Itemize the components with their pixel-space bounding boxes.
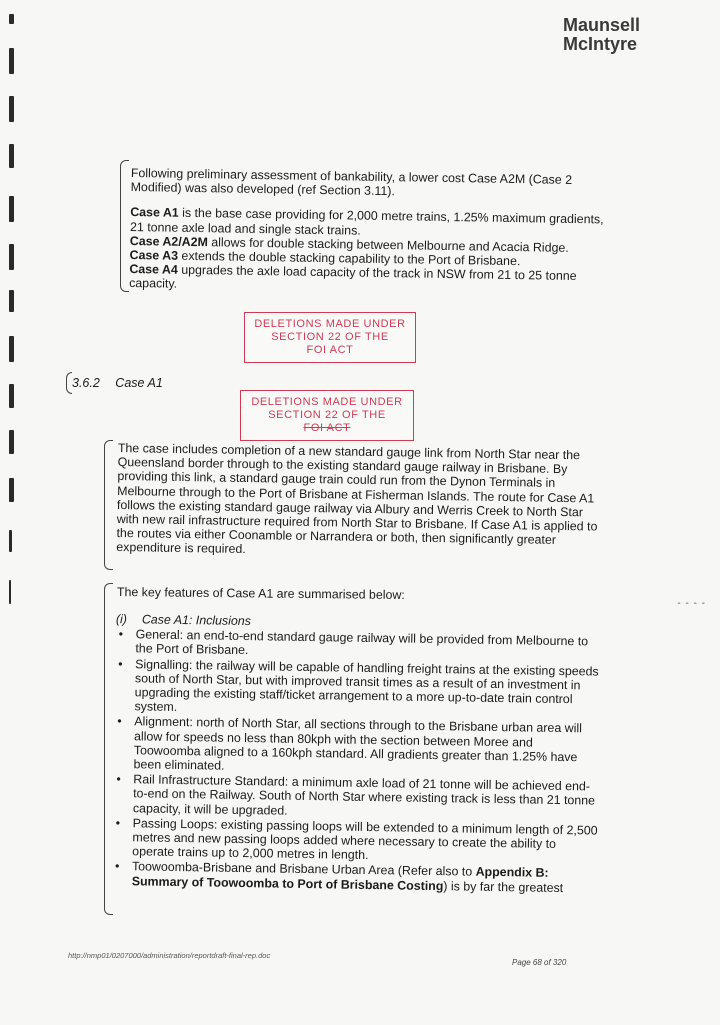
footer-file-path: http://nmp01/0207000/administration/reportdraft-final-rep.doc: [68, 951, 271, 960]
case-item: Case A2/A2M allows for double stacking between Melbourne and Acacia Ridge.: [129, 233, 569, 255]
foi-deletion-stamp: DELETIONS MADE UNDER SECTION 22 OF THE FOI ACT: [244, 312, 416, 363]
features-list: [112, 627, 602, 895]
list-item: • Passing Loops: existing passing loops will be extended to a minimum length of 2,500 metres and new passing loops added where necessary to create the ability to operate trains up to 2,000 metres in length.: [112, 816, 599, 866]
company-logo: [563, 16, 640, 54]
intro-paragraph: Following preliminary assessment of bankability, a lower cost Case A2M (Case 2 Modified) was also developed (ref Section 3.11).: [130, 166, 573, 199]
margin-bracket: [120, 160, 129, 292]
footer-page-number: Page 68 of 320: [512, 958, 567, 967]
section-number: 3.6.2: [72, 376, 100, 390]
list-item: • Rail Infrastructure Standard: a minimum axle load of 21 tonne will be achieved end-to-end on the Railway. South of North Star where existing track is less than 21 tonne capacity, it will be upgraded.: [113, 772, 600, 822]
margin-dots: - - - -: [677, 598, 706, 609]
case-item: Case A4 upgrades the axle load capacity of the track in NSW from 21 to 25 tonne capacity.: [129, 262, 577, 292]
list-item: • Alignment: north of North Star, all sections through to the Brisbane urban area will allow for speeds no less than 80kph with the section between Moree and Toowoomba aligned to a 160kph standard. All gradients greater than 1.25% have been eliminated.: [113, 714, 600, 778]
section-heading: [72, 376, 163, 390]
case-list: [129, 205, 610, 298]
case-item: Case A1 is the base case providing for 2,000 metre trains, 1.25% maximum gradients, 21 tonne axle load and single stack trains.: [129, 205, 604, 238]
list-item: • General: an end-to-end standard gauge railway will be provided from Melbourne to the Port of Brisbane.: [115, 627, 601, 663]
logo-line1: Maunsell: [562, 15, 640, 35]
list-item: • Signalling: the railway will be capable of handling freight trains at the existing speeds south of North Star, but with improved transit times as a result of an investment in upgrading the existing staff/ticket arrangement to a more up-to-date train control system.: [114, 657, 601, 721]
logo-line2: McIntyre: [562, 34, 637, 54]
section-bracket: [66, 372, 72, 394]
list-item: • Toowoomba-Brisbane and Brisbane Urban Area (Refer also to Appendix B: Summary of Toowoomba to Port of Brisbane Costing) is by far the greatest: [112, 859, 598, 895]
case-item: Case A3 extends the double stacking capability to the Port of Brisbane.: [129, 248, 521, 269]
case-a1-paragraph: The case includes completion of a new standard gauge link from North Star near the Queensland border through to the existing standard gauge railway in Brisbane. By providing this link, a standard gauge train could run from the Dynon Terminals in Melbourne through to the Port of Brisbane at Fisherman Islands. The route for Case A1 follows the existing standard gauge railway via Albury and Werris Creek to North Star with new rail infrastructure required from North Star to Brisbane. If Case A1 is applied to the routes via either Coonamble or Narrandera or both, then significantly greater expenditure is required.: [116, 441, 598, 557]
inclusions-heading: (i) Case A1: Inclusions: [115, 612, 252, 629]
intro-block: [129, 166, 611, 298]
key-features-intro: The key features of Case A1 are summarised below:: [116, 585, 405, 603]
foi-deletion-stamp: DELETIONS MADE UNDER SECTION 22 OF THE FOI ACT: [240, 390, 414, 441]
inclusions-block: [112, 612, 602, 896]
margin-bracket: [104, 440, 113, 570]
section-title: Case A1: [115, 376, 163, 390]
